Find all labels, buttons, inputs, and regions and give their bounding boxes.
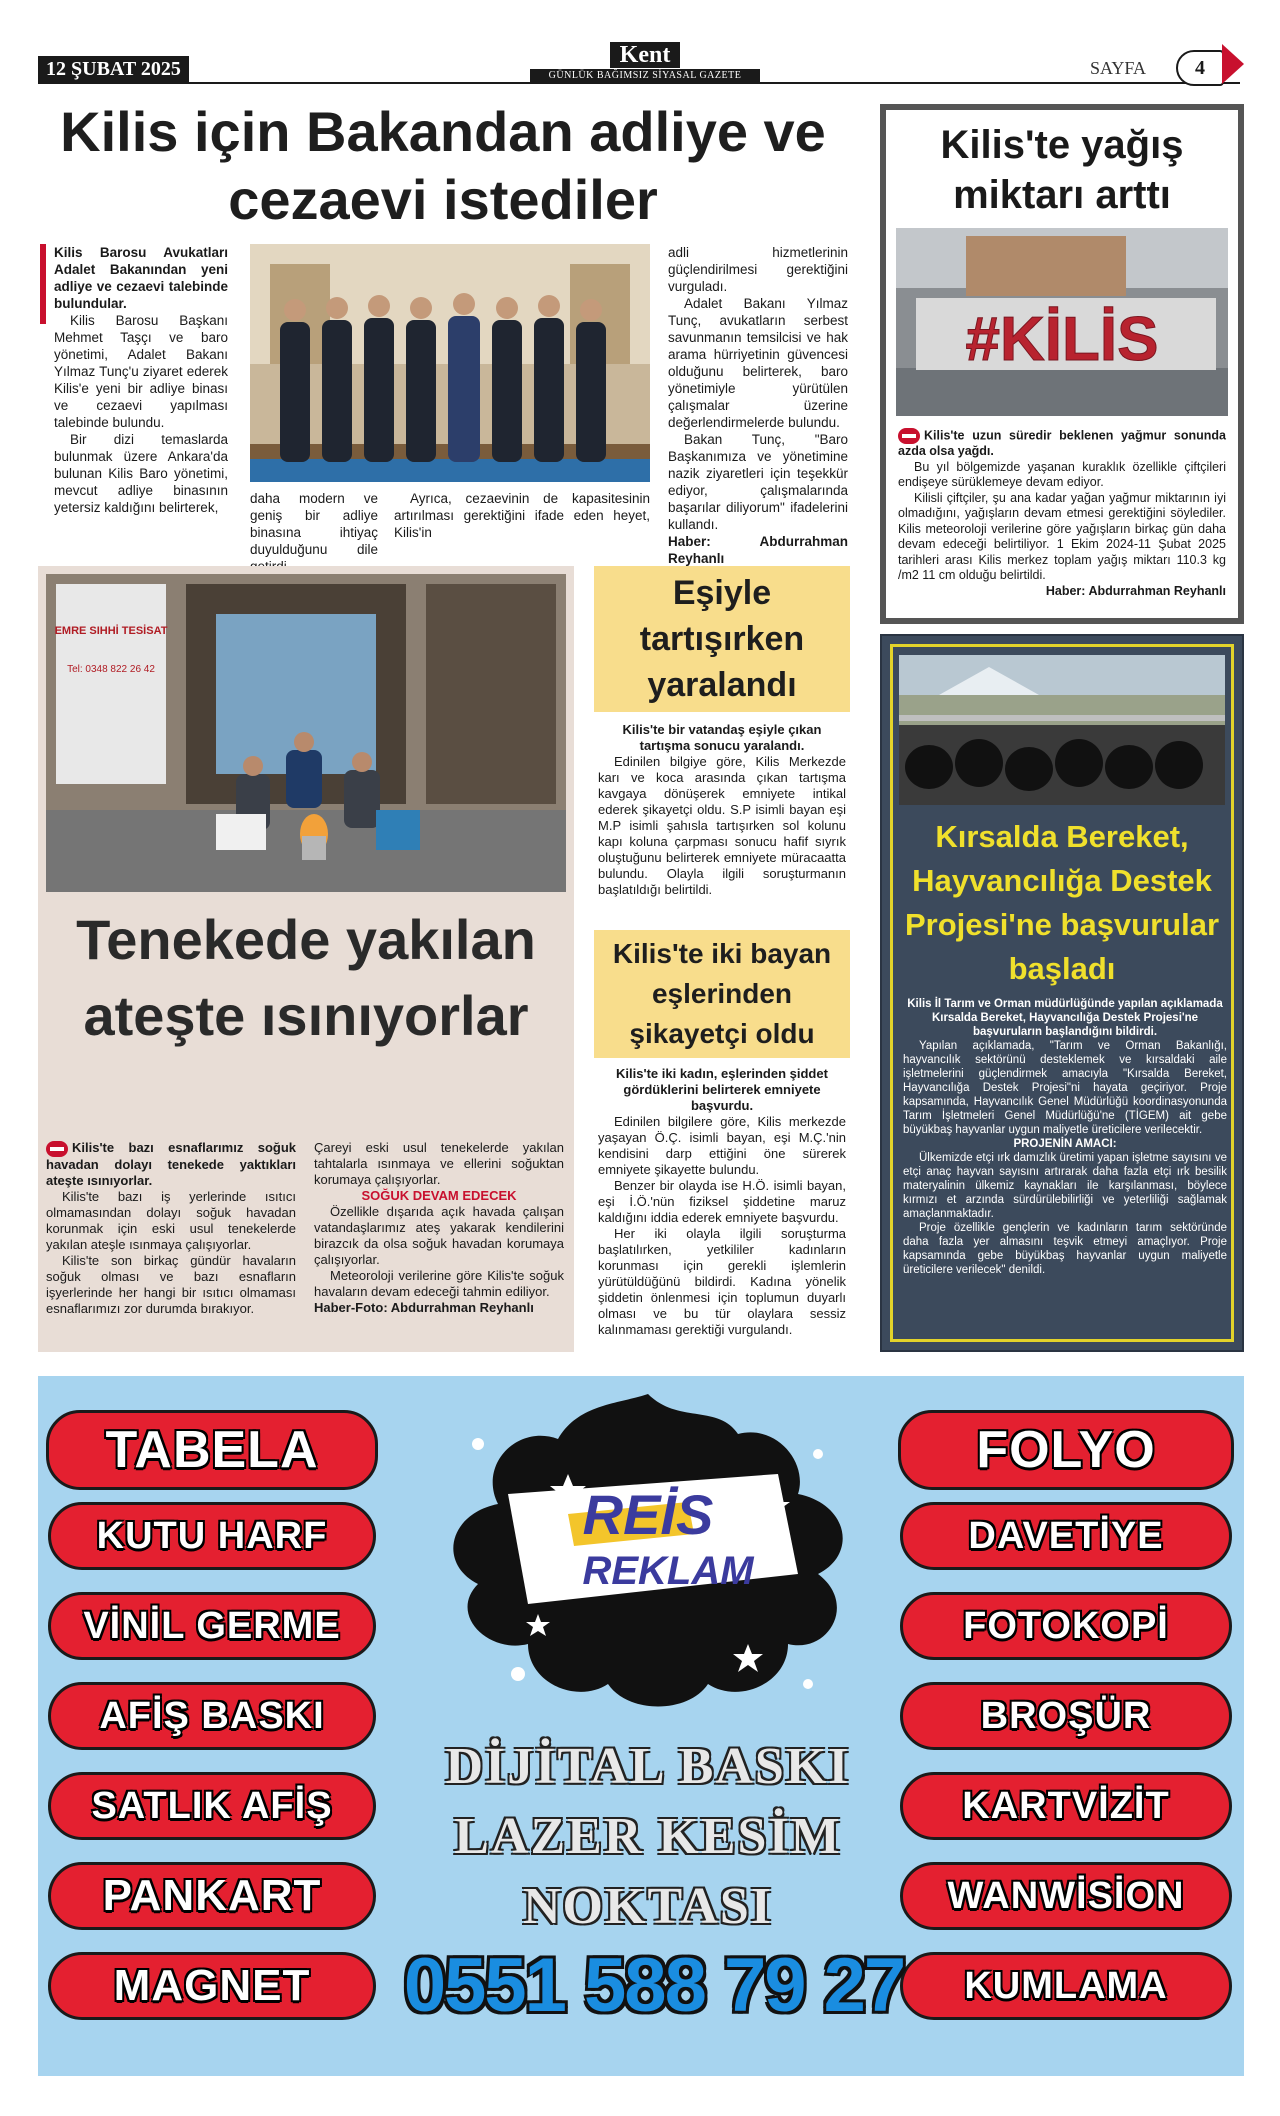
arrow-right-icon [46, 1141, 68, 1157]
ad-service-fotokopi: FOTOKOPİ [900, 1592, 1232, 1660]
main-article-col3 [394, 490, 650, 541]
lead-marker [40, 244, 46, 324]
bayan-headline: Kilis'te iki bayan eşlerinden şikayetçi oldu [594, 930, 850, 1058]
issue-date: 12 ŞUBAT 2025 [38, 56, 189, 82]
main-article-col2 [250, 490, 378, 575]
ad-service-kumlama: KUMLAMA [900, 1952, 1232, 2020]
rain-article-lead [898, 428, 1226, 460]
ad-service-kartvizit: KARTVİZİT [900, 1772, 1232, 1840]
kilis-sign-photo [896, 228, 1228, 416]
shop-sign-name: EMRE SIHHİ TESİSAT [54, 625, 168, 637]
ad-phone-number: 0551 588 79 27 [403, 1943, 905, 2028]
main-article-col4-p3: Bakan Tunç, "Baro Başkanımıza ve yönetimine nazik ziyaretleri için teşekkür ediyor, çalışmalarında başarılar diliyorum" ifadelerini kullandı. [668, 432, 848, 532]
page-label: SAYFA [1090, 58, 1147, 78]
arrow-right-icon [898, 428, 920, 444]
bayan-p1: Edinilen bilgilere göre, Kilis merkezde yaşayan Ö.Ç. isimli bayan, eşi M.Ç.'nin kendisini darp ettiğini öne sürerek emniyete şikayette bulundu. [598, 1114, 846, 1177]
kirsal-p2: Ülkemizde etçi ırk damızlık üretimi yapan işletme sayısını ve etçi anaç hayvan sayısını artırarak daha fazla etçi ırk besilik materyalinin ülkemiz kaynakları ile karşılanması, böylece kırmızı et arzında sürdürülebilirliği ve yeterliliği sağlamak amaçlanmaktadır. [903, 1152, 1227, 1220]
main-article-p1: Kilis Barosu Başkanı Mehmet Taşçı ve baro yönetimi, Adalet Bakanı Yılmaz Tunç'u ziyaret ederek Kilis'e yeni bir adliye binası ve cezaevi yapılması talebinde bulundu. [54, 313, 228, 430]
ad-noktasi: NOKTASI [523, 1878, 773, 1935]
ad-logo [418, 1384, 878, 1724]
page-tab-icon [1222, 44, 1244, 84]
main-article-lead: Kilis Barosu Avukatları Adalet Bakanından yeni adliye ve cezaevi talebinde bulundular. [54, 245, 228, 311]
ad-lazer-kesim: LAZER KESİM [454, 1808, 842, 1865]
main-article-col4-p1: adli hizmetlerinin güçlendirilmesi gerektiğini vurguladı. [668, 245, 848, 294]
teneke-lead [46, 1140, 296, 1189]
teneke-col2-p3: Meteoroloji verilerine göre Kilis'te soğuk havaların devam edeceği tahmin ediliyor. [314, 1268, 564, 1299]
masthead-subtitle: GÜNLÜK BAĞIMSIZ SİYASAL GAZETE [530, 69, 760, 83]
rain-article-body [898, 428, 1226, 599]
main-article-col4-p2: Adalet Bakanı Yılmaz Tunç, avukatların serbest savunmanın temsilcisi ve hak arama hürriyetinin güvencesi olduğunu belirterek, baro yönetimiyle yürütülen çalışmalar üzerine değerlendirmelerde bulundu. [668, 296, 848, 430]
main-article-col3-text: Ayrıca, cezaevinin de kapasitesinin artırılması gerektiğini ifade eden heyet, Kilis'in [394, 491, 650, 540]
ad-logo-line1: REİS [582, 1483, 714, 1546]
teneke-lead-text: Kilis'te bazı esnaflarımız soğuk havadan dolayı tenekede yaktıkları ateşte ısınıyorlar. [46, 1140, 296, 1188]
kirsal-article-body [903, 997, 1227, 1277]
ministry-visit-photo [250, 244, 650, 482]
rain-article-p2: Kilisli çiftçiler, şu ana kadar yağan yağmur miktarının iyi olmadığını, yağışların devam etmesi gerektiğini söylediler. Kilis meteoroloji verilerine göre yağışların birkaç gün daha devam edeceği belirtiliyor. 1 Ekim 2024-11 Şubat 2025 tarihleri arası Kilis merkez toplam yağış miktarı 110.3 kg /m2 11 cm olduğu belirtildi. [898, 490, 1226, 582]
bayan-p2: Benzer bir olayda ise H.Ö. isimli bayan, eşi İ.Ö.'nün fiziksel şiddetine maruz kaldığını iddia ederek emniyete başvurdu. [598, 1178, 846, 1225]
ad-service-brosur: BROŞÜR [900, 1682, 1232, 1750]
shop-fire-photo [46, 574, 566, 892]
esiyle-lead: Kilis'te bir vatandaş eşiyle çıkan tartışma sonucu yaralandı. [622, 722, 822, 753]
bayan-p3: Her iki olayla ilgili soruşturma başlatılırken, yetkililer kadınların korunması için gerekli işlemlerin yürütüldüğünü bildirdi. Kadına yönelik şiddetin önlenmesi için toplumun duyarlı olması ve bu tür olaylara sessiz kalınmaması gerektiği vurgulandı. [598, 1226, 846, 1337]
ad-service-wanwision: WANWİSİON [900, 1862, 1232, 1930]
kirsal-frame [890, 644, 1234, 1342]
kirsal-p3: Proje özellikle gençlerin ve kadınların tarım sektöründe daha fazla yer almasını teşvik etmeyi amaçlıyor. Proje kapsamında gebe büyükbaş hayvanlar uygun maliyetle üreticilere verilecek" denildi. [903, 1222, 1227, 1276]
shop-sign-phone: Tel: 0348 822 26 42 [67, 664, 155, 675]
kirsal-headline: Kırsalda Bereket, Hayvancılığa Destek Projesi'ne başvurular başladı [904, 819, 1220, 986]
cattle-photo [899, 655, 1225, 805]
main-headline: Kilis için Bakandan adliye ve cezaevi istediler [60, 100, 826, 231]
rain-article [880, 104, 1244, 624]
kirsal-subhead: PROJENİN AMACI: [1013, 1138, 1117, 1150]
teneke-article [38, 566, 574, 1352]
main-article-p2: Bir dizi temaslarda bulunmak üzere Ankara'da bulunan Kilis Baro yönetimi, mevcut adliye binasının yetersiz kaldığını belirterek, [54, 432, 228, 515]
page-number: 4 [1176, 50, 1224, 86]
teneke-author: Haber-Foto: Abdurrahman Reyhanlı [314, 1300, 534, 1315]
bayan-article-body [598, 1066, 846, 1338]
masthead-name: Kent [610, 42, 681, 68]
kirsal-lead: Kilis İl Tarım ve Orman müdürlüğünde yapılan açıklamada Kırsalda Bereket, Hayvancılığa Destek Projesi'ne başvuruların başlandığını bildirdi. [907, 998, 1223, 1038]
esiyle-p1: Edinilen bilgiye göre, Kilis Merkezde karı ve koca arasında çıkan tartışma kavgaya dönüşerek emniyete intikal ederek şikayetçi oldu. S.P isimli bayan eşi M.P isimli şahısla tartışırken sol kolunu kapı koluna çarpması sonucu hafif sıyrık oluştuğunu belirterek emniyete müracaatta bulundu. Olayla ilgili soruşturmanın başlatıldığı belirtildi. [598, 754, 846, 897]
teneke-col2-p2: Özellikle dışarıda açık havada çalışan vatandaşlarımız ateş yakarak kendilerini birazcık da olsa soğuk havadan korumaya çalışıyorlar. [314, 1204, 564, 1267]
teneke-p1: Kilis'te bazı iş yerlerinde ısıtıcı olmamasından dolayı soğuk havadan korunmak için eski usul tenekelerde yakılan ateşle ısınmaya çalışıyorlar. [46, 1188, 296, 1252]
masthead [530, 42, 760, 83]
ad-logo-line2: REKLAM [582, 1549, 754, 1593]
ad-service-pankart: PANKART [48, 1862, 376, 1930]
main-article-col4 [668, 244, 848, 567]
main-article-col1 [54, 244, 228, 516]
esiyle-headline: Eşiyle tartışırken yaralandı [594, 566, 850, 712]
main-article-author: Haber: Abdurrahman Reyhanlı [668, 534, 848, 566]
rain-headline: Kilis'te yağış miktarı arttı [940, 123, 1184, 217]
esiyle-article-body [598, 722, 846, 898]
teneke-col1 [46, 1140, 296, 1317]
main-article-col2-text: daha modern ve geniş bir adliye binasına ihtiyaç duyulduğunu dile [250, 491, 378, 557]
rain-lead-text: Kilis'te uzun süredir beklenen yağmur sonunda azda olsa yağdı. [898, 428, 1226, 458]
ad-service-afis-baski: AFİŞ BASKI [48, 1682, 376, 1750]
ad-dijital-baski: DİJİTAL BASKI [445, 1738, 851, 1795]
teneke-col2 [314, 1140, 564, 1316]
teneke-p2: Kilis'te son birkaç gündür havaların soğuk olması ve bazı esnafların işyerlerinde her hangi bir ısıtıcı olmaması esnaflarımızı zor durumda bırakıyor. [46, 1252, 296, 1316]
photo-sign-text: #KİLİS [965, 305, 1159, 374]
bayan-lead: Kilis'te iki kadın, eşlerinden şiddet gördüklerini belirterek emniyete başvurdu. [616, 1066, 828, 1113]
rain-article-p1: Bu yıl bölgemizde yaşanan kuraklık özellikle çiftçileri endişeye sürüklemeye devam ediyor. [898, 459, 1226, 489]
ad-service-satlik-afis: SATLIK AFİŞ [48, 1772, 376, 1840]
ad-service-vinil-germe: VİNİL GERME [48, 1592, 376, 1660]
kirsal-p1: Yapılan açıklamada, "Tarım ve Orman Bakanlığı, hayvancılık sektörünü desteklemek ve kırsaldaki aile işletmelerini güçlendirmek amacıyla "Kırsalda Bereket, Hayvancılığa Destek Projesi"ni hayata geçiriyor. Proje kapsamında, Hayvancılık Genel Müdürlüğü koordinasyonunda Tarım İşletmeleri Genel Müdürlüğü'ne (TİGEM) ait gebe büyükbaş hayvanlar uygun maliyetle üreticilere verilecektir. [903, 1040, 1227, 1136]
ad-service-davetiye: DAVETİYE [900, 1502, 1232, 1570]
reis-reklam-ad [38, 1376, 1244, 2076]
teneke-headline: Tenekede yakılan ateşte ısınıyorlar [76, 908, 536, 1047]
ad-service-magnet: MAGNET [48, 1952, 376, 2020]
kirsal-article [880, 634, 1244, 1352]
ad-service-tabela: TABELA [46, 1410, 378, 1490]
ad-service-folyo: FOLYO [898, 1410, 1234, 1490]
rain-article-author: Haber: Abdurrahman Reyhanlı [1045, 583, 1226, 598]
teneke-subhead: SOĞUK DEVAM EDECEK [361, 1188, 517, 1203]
ad-service-kutu-harf: KUTU HARF [48, 1502, 376, 1570]
teneke-col2-p1: Çareyi eski usul tenekelerde yakılan tahtalarla ısınmaya ve ellerini soğuktan korumaya çalışıyorlar. [314, 1140, 564, 1187]
